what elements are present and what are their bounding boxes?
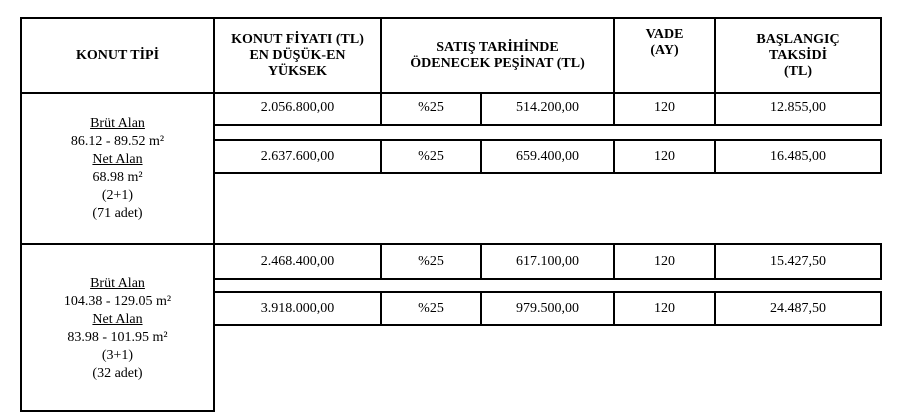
header-inst-line2: TAKSİDİ <box>768 47 828 63</box>
header-inst-line1: BAŞLANGIÇ <box>756 31 840 47</box>
term-cell: 120 <box>654 300 675 316</box>
percent-cell: %25 <box>418 300 444 316</box>
price-cell: 2.056.800,00 <box>260 100 335 115</box>
price-cell: 2.468.400,00 <box>260 253 335 269</box>
brut-value: 86.12 - 89.52 m² <box>70 134 165 149</box>
header-term-line2: (AY) <box>650 43 679 58</box>
header-price-line1: KONUT FİYATI (TL) <box>231 31 364 47</box>
installment-cell: 24.487,50 <box>770 300 826 316</box>
downpayment-cell: 514.200,00 <box>516 100 579 115</box>
header-term-line1: VADE <box>645 27 684 42</box>
net-label: Net Alan <box>92 152 143 167</box>
price-cell: 3.918.000,00 <box>260 300 335 316</box>
net-value: 83.98 - 101.95 m² <box>67 330 168 345</box>
term-cell: 120 <box>654 253 675 269</box>
percent-cell: %25 <box>418 148 444 164</box>
brut-value: 104.38 - 129.05 m² <box>63 294 172 309</box>
type-description-group2 <box>22 275 213 383</box>
unit-count: (71 adet) <box>92 206 143 221</box>
downpayment-cell: 617.100,00 <box>516 253 579 269</box>
header-down-line1: SATIŞ TARİHİNDE <box>436 39 559 55</box>
term-cell: 120 <box>654 100 675 115</box>
header-downpayment <box>382 19 613 92</box>
percent-cell: %25 <box>418 100 444 115</box>
header-term <box>615 19 714 92</box>
net-label: Net Alan <box>92 312 143 327</box>
header-price-line3: YÜKSEK <box>267 63 328 79</box>
net-value: 68.98 m² <box>92 170 143 185</box>
installment-cell: 15.427,50 <box>770 253 826 269</box>
unit-count: (32 adet) <box>92 366 143 381</box>
header-down-line2: ÖDENECEK PEŞİNAT (TL) <box>410 55 585 71</box>
term-cell: 120 <box>654 148 675 164</box>
percent-cell: %25 <box>418 253 444 269</box>
rooms: (2+1) <box>101 188 134 203</box>
type-description-group1 <box>22 115 213 223</box>
rooms: (3+1) <box>101 348 134 363</box>
price-cell: 2.637.600,00 <box>260 148 335 164</box>
downpayment-cell: 659.400,00 <box>516 148 579 164</box>
header-inst-line3: (TL) <box>784 63 812 79</box>
downpayment-cell: 979.500,00 <box>516 300 579 316</box>
header-price <box>215 19 380 92</box>
installment-cell: 12.855,00 <box>770 100 826 115</box>
brut-label: Brüt Alan <box>90 276 145 291</box>
header-installment <box>716 19 880 92</box>
header-type-label: KONUT TİPİ <box>75 47 160 63</box>
brut-label: Brüt Alan <box>90 116 145 131</box>
header-type <box>22 19 213 92</box>
header-price-line2: EN DÜŞÜK-EN <box>249 47 346 63</box>
installment-cell: 16.485,00 <box>770 148 826 164</box>
